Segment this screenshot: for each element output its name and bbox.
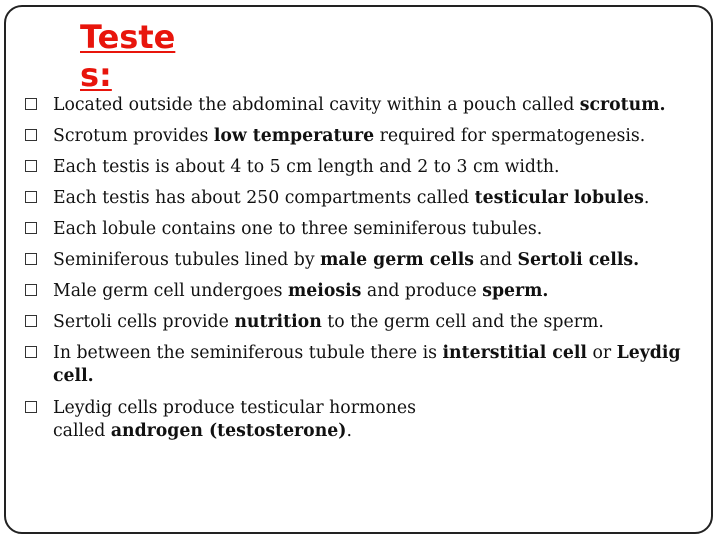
square-bullet-icon <box>25 346 37 358</box>
text-segment: Seminiferous tubules lined by <box>53 250 321 270</box>
square-bullet-icon <box>25 160 37 172</box>
bold-text-segment: meiosis <box>288 281 362 301</box>
square-bullet-icon <box>25 191 37 203</box>
bullet-item <box>11 397 453 443</box>
bold-text-segment: nutrition <box>234 312 322 332</box>
bullet-text <box>53 188 649 208</box>
bullet-text <box>53 343 681 386</box>
slide-title: Testes: <box>80 18 176 94</box>
text-segment: and <box>474 250 518 270</box>
bullet-item <box>11 125 711 156</box>
text-segment: Located outside the abdominal cavity within a pouch called <box>53 95 580 115</box>
bold-text-segment: low temperature <box>213 126 375 146</box>
square-bullet-icon <box>25 222 37 234</box>
text-segment: Scrotum provides <box>53 126 214 146</box>
bullet-item <box>11 280 711 311</box>
bullet-text <box>53 219 542 239</box>
bold-text-segment: male germ cells <box>320 250 475 270</box>
bullet-text <box>53 126 645 146</box>
bullet-text <box>53 312 604 332</box>
bold-text-segment: androgen (testosterone) <box>110 421 347 441</box>
bullet-item <box>11 218 711 249</box>
square-bullet-icon <box>25 315 37 327</box>
bullet-text <box>53 398 416 441</box>
bullet-text <box>53 157 560 177</box>
text-segment: or <box>586 343 617 363</box>
text-segment: Male germ cell undergoes <box>53 281 288 301</box>
square-bullet-icon <box>25 253 37 265</box>
bullet-text <box>53 95 666 115</box>
text-segment: Leydig cells produce testicular hormones called <box>53 398 416 441</box>
bold-text-segment: Sertoli cells. <box>517 250 640 270</box>
square-bullet-icon <box>25 284 37 296</box>
text-segment: Each lobule contains one to three seminiferous tubules. <box>53 219 543 239</box>
bullet-item <box>11 94 711 125</box>
bold-text-segment: interstitial cell <box>442 343 587 363</box>
bold-text-segment: sperm. <box>482 281 549 301</box>
text-segment: . <box>643 188 650 208</box>
bullet-text <box>53 281 548 301</box>
bullet-item <box>11 311 711 342</box>
square-bullet-icon <box>25 98 37 110</box>
text-segment: . <box>346 421 352 441</box>
square-bullet-icon <box>25 401 37 413</box>
bullet-item <box>11 156 711 187</box>
text-segment: Each testis is about 4 to 5 cm length and 2 to 3 cm width. <box>53 157 560 177</box>
text-segment: to the germ cell and the sperm. <box>321 312 604 332</box>
text-segment: and produce <box>361 281 483 301</box>
text-segment: Sertoli cells provide <box>53 312 235 332</box>
bullet-text <box>53 250 639 270</box>
text-segment: required for spermatogenesis. <box>374 126 646 146</box>
text-segment: Each testis has about 250 compartments called <box>53 188 475 208</box>
bullet-item <box>11 249 711 280</box>
bullet-item <box>11 187 711 218</box>
bold-text-segment: testicular lobules <box>474 188 644 208</box>
text-segment: In between the seminiferous tubule there is <box>53 343 443 363</box>
bullet-item <box>11 342 713 388</box>
square-bullet-icon <box>25 129 37 141</box>
bullet-list <box>11 94 711 452</box>
bold-text-segment: scrotum. <box>579 95 666 115</box>
bold-text-segment: Leydig cell. <box>53 343 681 386</box>
